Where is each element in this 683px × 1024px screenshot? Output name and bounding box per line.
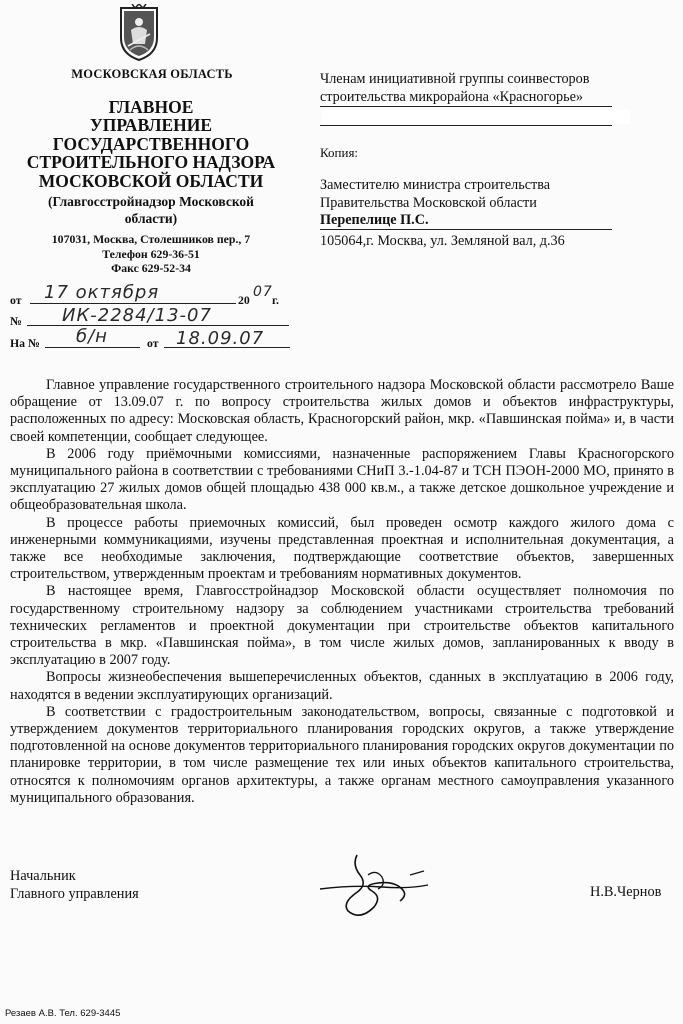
signatory-name: Н.В.Чернов [590,884,662,900]
signature-icon [312,845,432,925]
copy-name: Перепелице П.С. [320,212,429,228]
body-paragraph: В 2006 году приёмочными комиссиями, назначенные распоряжением Главы Красногорского муниципального района в соответствии с требованиями СНиП 3.-1.04-87 и ТСН ПЭОН-2000 МО, принято в эксплуатацию 27 жилых домов общей площадью 438 000 кв.м., а также детское дошкольное учреждение и общеобразовательная школа. [10,445,674,514]
org-title-line: СТРОИТЕЛЬНОГО НАДЗОРА [26,152,276,173]
org-title-line: МОСКОВСКОЙ ОБЛАСТИ [38,170,264,191]
org-short-line: (Главгосстройнадзор Московской [48,194,254,209]
signatory-title-line: Главного управления [10,885,139,902]
copy-label: Копия: [320,145,359,160]
org-title-line: ГЛАВНОЕ [108,97,194,117]
year-handwritten: 07 [253,284,273,300]
letter-body [10,377,674,807]
body-paragraph: В процессе работы приемочных комиссий, был проведен осмотр каждого жилого дома с инженерными коммуникациями, изучены представленная проектная и исполнительная документация, а также все необходимые заключения, подтверждающие соответствие объектов, завершенных строительством, утвержденным проектам и требованиям нормативных документов. [10,514,674,583]
recipient-underline-2 [320,125,612,126]
region-name: МОСКОВСКАЯ ОБЛАСТЬ [71,67,233,81]
executor-footer: Резаев А.В. Тел. 629-3445 [5,1008,121,1019]
org-title-line: УПРАВЛЕНИЕ [89,115,213,136]
recipient-underline [320,106,612,107]
copy-line: Заместителю министра строительства [320,177,551,193]
copy-underline [320,229,612,230]
body-paragraph: Вопросы жизнеобеспечения вышеперечисленных объектов, сданных в эксплуатацию в 2006 году, находятся в ведении эксплуатирующих организаций. [10,669,674,703]
number-prefix: № [10,314,22,328]
date-prefix: от [10,293,22,307]
body-paragraph: В настоящее время, Главгосстройнадзор Московской области осуществляет полномочия по государственному строительному надзору за соблюдением участниками строительства требований технических регламентов и проектной документации при строительстве объектов капитального строительства в мкр. «Павшинская пойма», в том числе жилых домов, запланированных к вводу в эксплуатацию в 2007 году. [10,583,674,669]
organization-address: 107031, Москва, Столешников пер., 7 [51,232,251,246]
date-underline [30,303,236,304]
body-paragraph: Главное управление государственного строительного надзора Московской области рассмотрело Ваше обращение от 13.09.07 г. по вопросу строительства жилых домов и объектов инфраструктуры, расположенных по адресу: Московская область, Красногорский район, мкр. «Павшинская пойма» и, в части своей компетенции, сообщает следующее. [10,377,674,445]
date-handwritten: 17 октября [44,282,160,303]
signatory-title [10,868,139,903]
signatory-title-line: Начальник [10,868,76,884]
ref-date-handwritten: 18.09.07 [176,328,265,349]
organization-short-name [16,193,286,227]
coat-of-arms-icon [118,4,160,62]
year-prefix: 20 [238,293,250,307]
organization-title [10,98,292,190]
ref-date-prefix: от [147,336,159,350]
ref-handwritten: б/н [76,326,108,347]
redacted-area [322,110,630,124]
recipient-line: Членам инициативной группы соинвесторов [320,71,590,87]
year-suffix: г. [272,293,279,307]
org-title-line: ГОСУДАРСТВЕННОГО [52,133,250,154]
body-paragraph: В соответствии с градостроительным законодательством, вопросы, связанные с подготовкой и утверждением документов территориального планирования городских округов, а также утверждение подготовленной на основе документов территориального планирования городских округов документации по планировке территории, в том числе размещение тех или иных объектов капитального строительства, относятся к полномочиям органов архитектуры, а также органам местного самоуправления указанного муниципального образования. [10,703,674,806]
copy-line: Правительства Московской области [320,195,537,211]
recipient-line: строительства микрорайона «Красногорье» [320,89,583,105]
org-short-line: области) [124,211,178,226]
organization-phone: Телефон 629-36-51 [102,247,200,261]
organization-fax: Факс 629-52-34 [111,261,191,275]
ref-prefix: На № [10,336,40,350]
copy-address: 105064,г. Москва, ул. Земляной вал, д.36 [320,233,565,249]
number-handwritten: ИК-2284/13-07 [62,305,212,326]
ref-underline [45,347,140,348]
